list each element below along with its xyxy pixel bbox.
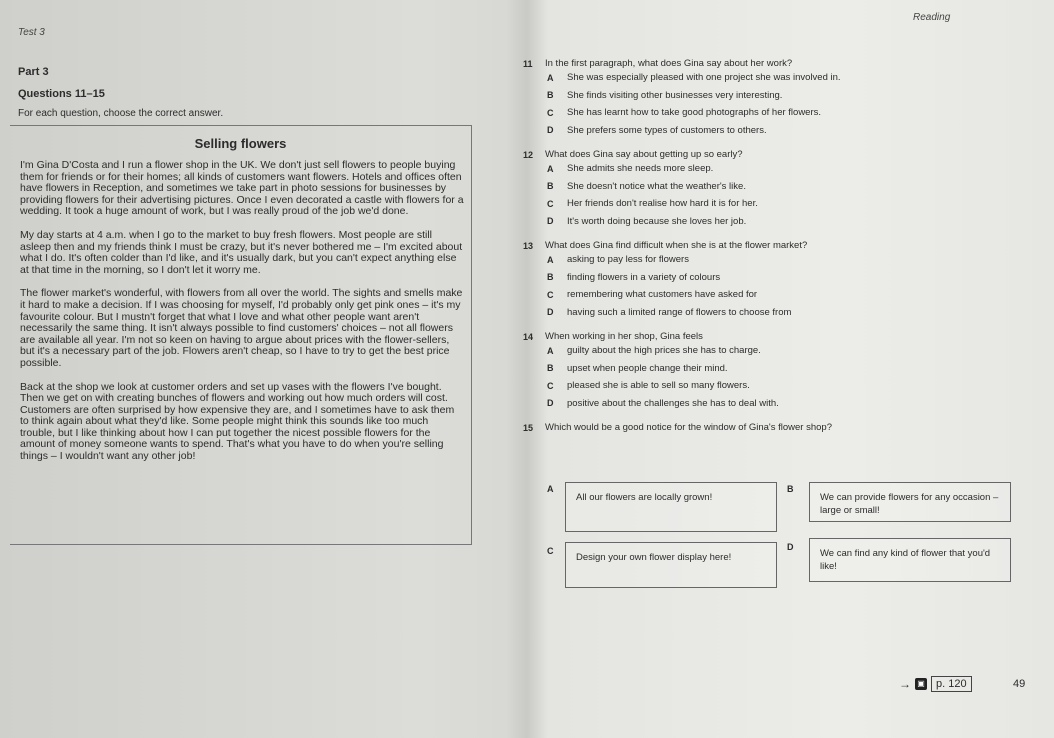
answer-option[interactable] (523, 87, 1043, 105)
notice-option-b[interactable] (809, 482, 1011, 522)
question-15 (523, 419, 1043, 433)
option-text: She finds visiting other businesses very interesting. (567, 89, 783, 101)
question-11 (523, 55, 1043, 139)
option-letter: C (547, 380, 554, 391)
question-13 (523, 237, 1043, 321)
question-text: Which would be a good notice for the window of Gina's flower shop? (545, 422, 832, 433)
option-letter: D (547, 216, 554, 227)
option-letter: B (547, 272, 554, 283)
notice-grid (547, 478, 1017, 588)
option-letter: D (547, 307, 554, 318)
part-heading: Part 3 (18, 66, 49, 78)
question-text: What does Gina find difficult when she is at the flower market? (545, 240, 808, 251)
answer-option[interactable] (523, 304, 1043, 322)
page-reference-label: p. 120 (931, 676, 972, 692)
passage-paragraph-1: I'm Gina D'Costa and I run a flower shop in the UK. We don't just sell flowers to people buying them for friends or for their homes; all kinds of customers want flowers. Hotels and offices often have flowers in Reception, and sometimes we take part in photo sessions for businesses by providing flowers for their advertising pictures. Once I even decorated a castle with flowers for a wedding. It took a huge amount of work, but I was really proud of the job we'd done. (20, 159, 464, 218)
option-text: asking to pay less for flowers (567, 254, 689, 266)
option-letter: C (547, 198, 554, 209)
notice-text: All our flowers are locally grown! (576, 492, 713, 503)
notice-option-a[interactable] (565, 482, 777, 532)
notice-option-c[interactable] (565, 542, 777, 588)
answer-option[interactable] (523, 269, 1043, 287)
question-number: 14 (523, 332, 534, 342)
answer-option[interactable] (523, 160, 1043, 178)
arrow-right-icon: → (899, 677, 911, 691)
option-text: She doesn't notice what the weather's like. (567, 180, 746, 192)
answer-option[interactable] (523, 122, 1043, 140)
notice-letter: D (787, 542, 794, 552)
notice-letter: B (787, 484, 794, 494)
answer-option[interactable] (523, 213, 1043, 231)
answer-option[interactable] (523, 69, 1043, 87)
option-text: remembering what customers have asked for (567, 289, 758, 301)
page-number: 49 (1013, 678, 1026, 690)
question-list (523, 55, 1043, 440)
notice-letter: A (547, 484, 554, 494)
question-number: 11 (523, 59, 533, 69)
passage-paragraph-4: Back at the shop we look at customer orders and set up vases with the flowers I've bought. Then we get on with creating bunches of flowers and working out how much orders will cost. Customers are often surprised by how expensive they are, and I sometimes have to ask them to think again about what they'd like. Some people might think this sounds like too much trouble, but I like thinking about how I can put together the nicest possible flowers for the amount of money someone wants to spend. That's what you have to do when you're selling things – I wouldn't want any other job! (20, 380, 455, 463)
option-text: having such a limited range of flowers to choose from (567, 306, 792, 318)
option-letter: A (547, 72, 554, 83)
option-text: Her friends don't realise how hard it is for her. (567, 198, 758, 210)
option-letter: A (547, 254, 554, 265)
right-page (505, 0, 1054, 738)
left-page (0, 0, 505, 738)
option-text: She has learnt how to take good photographs of her flowers. (567, 107, 822, 119)
option-text: finding flowers in a variety of colours (567, 271, 721, 283)
question-14 (523, 328, 1043, 412)
notice-option-d[interactable] (809, 538, 1011, 582)
answer-option[interactable] (523, 360, 1043, 378)
option-text: She prefers some types of customers to others. (567, 124, 767, 136)
passage-text (20, 160, 464, 475)
passage-box (10, 125, 472, 545)
option-text: pleased she is able to sell so many flowers. (567, 380, 750, 392)
questions-range: Questions 11–15 (18, 88, 105, 100)
option-text: positive about the challenges she has to deal with. (567, 397, 779, 409)
notice-letter: C (547, 546, 554, 556)
page-reference[interactable] (899, 676, 972, 692)
option-letter: B (547, 363, 554, 374)
answer-option[interactable] (523, 286, 1043, 304)
reading-label: Reading (913, 12, 951, 23)
answer-option[interactable] (523, 377, 1043, 395)
question-number: 15 (523, 423, 534, 433)
option-text: It's worth doing because she loves her job. (567, 215, 747, 227)
option-text: She was especially pleased with one project she was involved in. (567, 72, 841, 84)
answer-option[interactable] (523, 178, 1043, 196)
question-text: When working in her shop, Gina feels (545, 331, 703, 342)
passage-title: Selling flowers (194, 136, 287, 151)
option-letter: B (547, 181, 554, 192)
option-letter: A (547, 163, 554, 174)
answer-option[interactable] (523, 395, 1043, 413)
passage-paragraph-3: The flower market's wonderful, with flowers from all over the world. The sights and smells make it hard to make a decision. If I was choosing for myself, I'd probably only get pink ones – it's my favourite colour. But I mustn't forget that what I love and what other people want aren't necessarily the same thing. It isn't always possible to find customers' choices – not all flowers are available all year. I'm not so keen on having to argue about prices with the flower-sellers, but it's a necessary part of the job. Flowers aren't cheap, so I have to try to get the best price possible. (20, 287, 463, 369)
book-icon: ▣ (915, 678, 927, 690)
passage-paragraph-2: My day starts at 4 a.m. when I go to the market to buy fresh flowers. Most people are still asleep then and my friends think I must be crazy, but it's never bothered me – I'm excited about what I do. It's often colder than I'd like, and it's usually dark, but you can't expect anything else at that time in the morning, so I don't let it worry me. (20, 228, 463, 276)
question-text: What does Gina say about getting up so early? (545, 149, 743, 160)
option-text: guilty about the high prices she has to charge. (567, 345, 761, 357)
instruction: For each question, choose the correct answer. (18, 108, 224, 119)
question-text: In the first paragraph, what does Gina say about her work? (545, 58, 793, 69)
answer-option[interactable] (523, 104, 1043, 122)
option-letter: B (547, 90, 554, 101)
option-letter: D (547, 398, 554, 409)
answer-option[interactable] (523, 342, 1043, 360)
notice-text: Design your own flower display here! (576, 552, 732, 563)
test-label: Test 3 (18, 27, 45, 38)
question-number: 12 (523, 150, 534, 160)
answer-option[interactable] (523, 251, 1043, 269)
notice-text: We can find any kind of flower that you'd like! (820, 548, 991, 572)
question-number: 13 (523, 241, 534, 251)
option-text: She admits she needs more sleep. (567, 163, 714, 175)
question-12 (523, 146, 1043, 230)
option-text: upset when people change their mind. (567, 362, 728, 374)
answer-option[interactable] (523, 195, 1043, 213)
option-letter: D (547, 125, 554, 136)
notice-text: We can provide flowers for any occasion – large or small! (820, 492, 999, 516)
option-letter: A (547, 345, 554, 356)
option-letter: C (547, 289, 554, 300)
option-letter: C (547, 107, 554, 118)
